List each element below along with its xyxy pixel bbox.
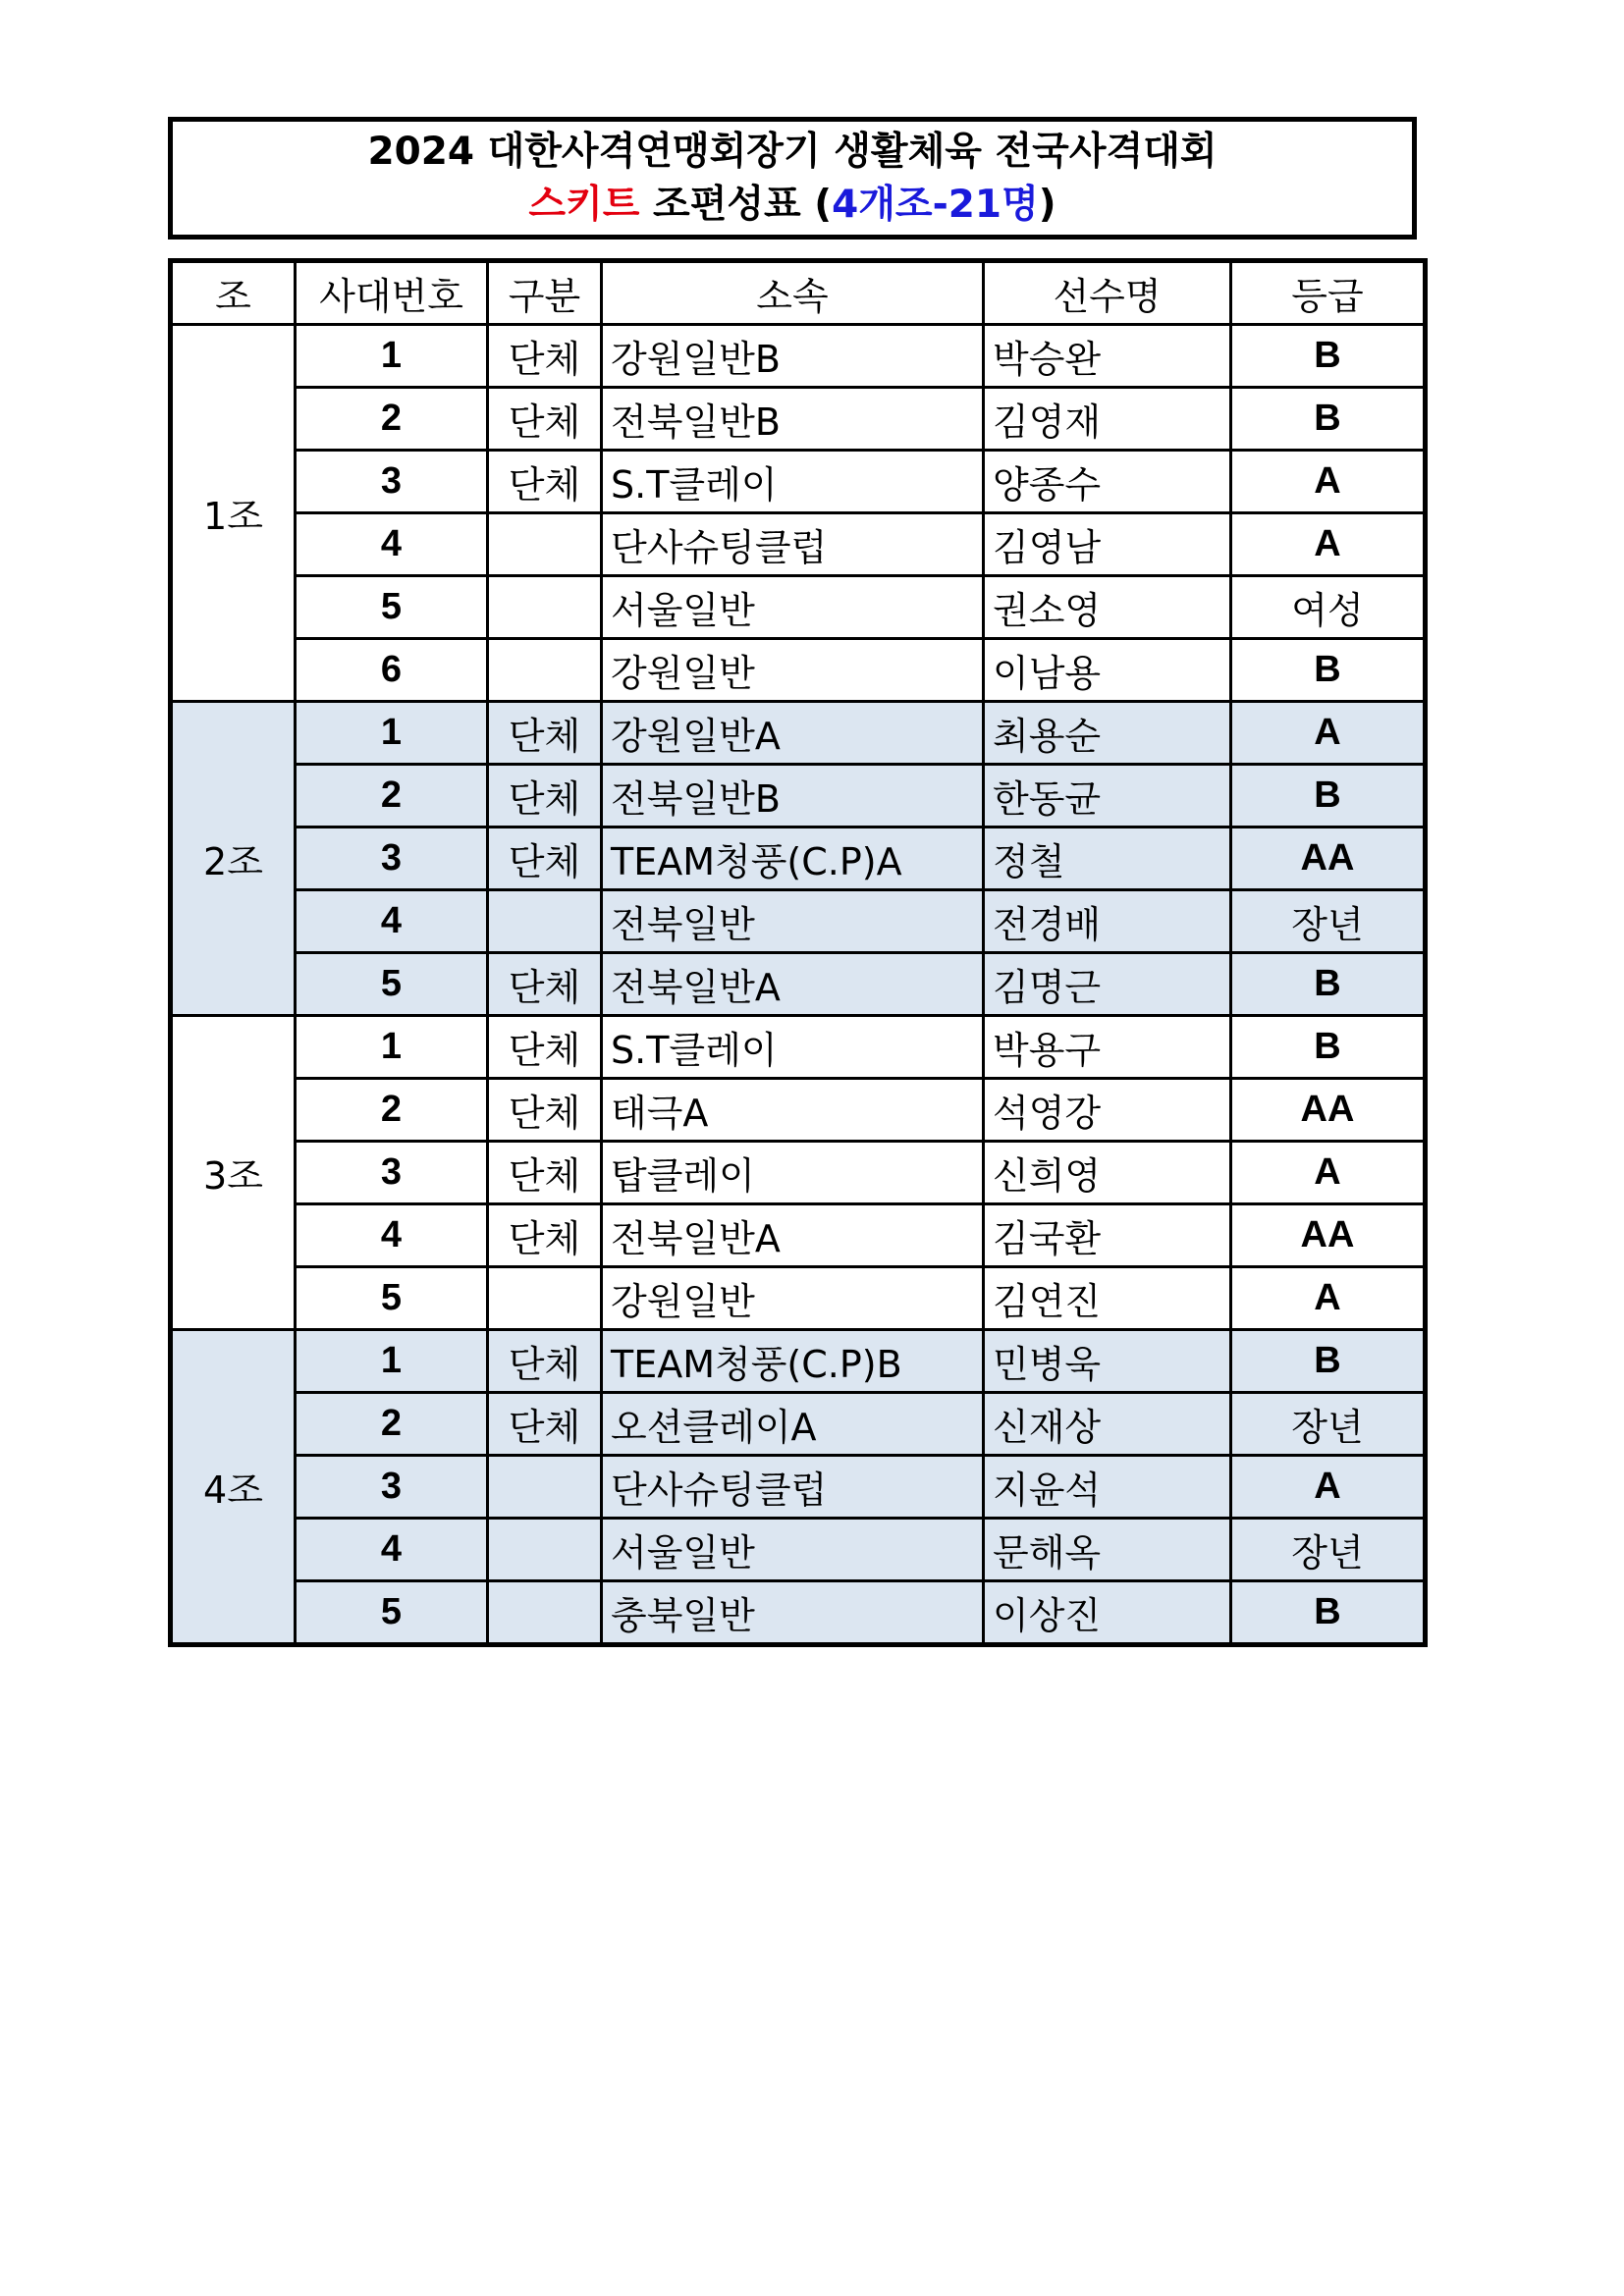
team-cell: 충북일반 bbox=[602, 1581, 984, 1645]
entry-type-cell bbox=[488, 1456, 602, 1519]
lane-number-cell: 1 bbox=[296, 325, 488, 388]
table-row bbox=[171, 1016, 1426, 1079]
player-name-cell: 김국환 bbox=[984, 1204, 1231, 1267]
player-name-cell: 민병욱 bbox=[984, 1330, 1231, 1393]
grade-cell: A bbox=[1231, 1142, 1426, 1204]
grade-cell: A bbox=[1231, 1267, 1426, 1330]
team-cell: 강원일반 bbox=[602, 639, 984, 702]
grade-cell: A bbox=[1231, 1456, 1426, 1519]
lane-number-cell: 1 bbox=[296, 702, 488, 765]
header-type: 구분 bbox=[488, 261, 602, 325]
entry-type-cell: 단체 bbox=[488, 451, 602, 513]
player-name-cell: 신재상 bbox=[984, 1393, 1231, 1456]
entry-type-cell bbox=[488, 576, 602, 639]
team-cell: 전북일반A bbox=[602, 1204, 984, 1267]
entry-type-cell: 단체 bbox=[488, 765, 602, 828]
lane-number-cell: 4 bbox=[296, 890, 488, 953]
team-cell: 전북일반 bbox=[602, 890, 984, 953]
group-summary: 4개조-21명 bbox=[832, 183, 1039, 227]
team-cell: 오션클레이A bbox=[602, 1393, 984, 1456]
entry-type-cell: 단체 bbox=[488, 388, 602, 451]
team-cell: 탑클레이 bbox=[602, 1142, 984, 1204]
header-group: 조 bbox=[171, 261, 296, 325]
team-cell: 강원일반B bbox=[602, 325, 984, 388]
player-name-cell: 박승완 bbox=[984, 325, 1231, 388]
table-row bbox=[171, 388, 1426, 451]
grade-cell: B bbox=[1231, 953, 1426, 1016]
lane-number-cell: 2 bbox=[296, 388, 488, 451]
title-line-1: 2024 대한사격연맹회장기 생활체육 전국사격대회 bbox=[367, 130, 1218, 174]
table-row bbox=[171, 1079, 1426, 1142]
grade-cell: AA bbox=[1231, 1079, 1426, 1142]
table-row bbox=[171, 828, 1426, 890]
entry-type-cell: 단체 bbox=[488, 1016, 602, 1079]
entry-type-cell: 단체 bbox=[488, 1330, 602, 1393]
table-row bbox=[171, 325, 1426, 388]
table-row bbox=[171, 1581, 1426, 1645]
lane-number-cell: 5 bbox=[296, 1267, 488, 1330]
player-name-cell: 김영남 bbox=[984, 513, 1231, 576]
table-row bbox=[171, 1204, 1426, 1267]
grade-cell: B bbox=[1231, 765, 1426, 828]
entry-type-cell bbox=[488, 639, 602, 702]
player-name-cell: 신희영 bbox=[984, 1142, 1231, 1204]
lane-number-cell: 4 bbox=[296, 1519, 488, 1581]
entry-type-cell bbox=[488, 1267, 602, 1330]
player-name-cell: 전경배 bbox=[984, 890, 1231, 953]
entry-type-cell: 단체 bbox=[488, 1204, 602, 1267]
table-row bbox=[171, 1267, 1426, 1330]
lane-number-cell: 2 bbox=[296, 1393, 488, 1456]
lane-number-cell: 1 bbox=[296, 1016, 488, 1079]
lane-number-cell: 3 bbox=[296, 1456, 488, 1519]
entry-type-cell bbox=[488, 890, 602, 953]
entry-type-cell: 단체 bbox=[488, 1393, 602, 1456]
lane-number-cell: 1 bbox=[296, 1330, 488, 1393]
player-name-cell: 김연진 bbox=[984, 1267, 1231, 1330]
team-cell: TEAM청풍(C.P)A bbox=[602, 828, 984, 890]
player-name-cell: 최용순 bbox=[984, 702, 1231, 765]
header-lane: 사대번호 bbox=[296, 261, 488, 325]
lane-number-cell: 5 bbox=[296, 1581, 488, 1645]
entry-type-cell bbox=[488, 513, 602, 576]
table-row bbox=[171, 1519, 1426, 1581]
team-cell: 서울일반 bbox=[602, 576, 984, 639]
table-row bbox=[171, 513, 1426, 576]
player-name-cell: 정철 bbox=[984, 828, 1231, 890]
lane-number-cell: 6 bbox=[296, 639, 488, 702]
player-name-cell: 양종수 bbox=[984, 451, 1231, 513]
grade-cell: B bbox=[1231, 1016, 1426, 1079]
entry-type-cell: 단체 bbox=[488, 702, 602, 765]
lane-number-cell: 5 bbox=[296, 953, 488, 1016]
lane-number-cell: 4 bbox=[296, 1204, 488, 1267]
team-cell: S.T클레이 bbox=[602, 1016, 984, 1079]
table-row bbox=[171, 1142, 1426, 1204]
table-row bbox=[171, 1456, 1426, 1519]
lane-number-cell: 5 bbox=[296, 576, 488, 639]
lane-number-cell: 2 bbox=[296, 765, 488, 828]
player-name-cell: 한동균 bbox=[984, 765, 1231, 828]
title-middle: 조편성표 ( bbox=[639, 183, 833, 227]
roster-table bbox=[168, 258, 1428, 1647]
header-grade: 등급 bbox=[1231, 261, 1426, 325]
table-row bbox=[171, 451, 1426, 513]
group-name-cell: 4조 bbox=[171, 1330, 296, 1645]
table-row bbox=[171, 639, 1426, 702]
grade-cell: 여성 bbox=[1231, 576, 1426, 639]
player-name-cell: 이상진 bbox=[984, 1581, 1231, 1645]
lane-number-cell: 4 bbox=[296, 513, 488, 576]
entry-type-cell: 단체 bbox=[488, 325, 602, 388]
entry-type-cell bbox=[488, 1581, 602, 1645]
grade-cell: A bbox=[1231, 451, 1426, 513]
group-name-cell: 3조 bbox=[171, 1016, 296, 1330]
header-team: 소속 bbox=[602, 261, 984, 325]
team-cell: 단사슈팅클럽 bbox=[602, 513, 984, 576]
player-name-cell: 김영재 bbox=[984, 388, 1231, 451]
grade-cell: A bbox=[1231, 702, 1426, 765]
document-title-box bbox=[168, 117, 1417, 240]
grade-cell: B bbox=[1231, 639, 1426, 702]
lane-number-cell: 3 bbox=[296, 1142, 488, 1204]
grade-cell: A bbox=[1231, 513, 1426, 576]
table-row bbox=[171, 576, 1426, 639]
team-cell: 태극A bbox=[602, 1079, 984, 1142]
entry-type-cell: 단체 bbox=[488, 1079, 602, 1142]
grade-cell: B bbox=[1231, 1581, 1426, 1645]
group-name-cell: 2조 bbox=[171, 702, 296, 1016]
player-name-cell: 박용구 bbox=[984, 1016, 1231, 1079]
table-row bbox=[171, 1330, 1426, 1393]
grade-cell: AA bbox=[1231, 1204, 1426, 1267]
grade-cell: B bbox=[1231, 388, 1426, 451]
player-name-cell: 김명근 bbox=[984, 953, 1231, 1016]
entry-type-cell bbox=[488, 1519, 602, 1581]
entry-type-cell: 단체 bbox=[488, 828, 602, 890]
player-name-cell: 석영강 bbox=[984, 1079, 1231, 1142]
entry-type-cell: 단체 bbox=[488, 1142, 602, 1204]
lane-number-cell: 3 bbox=[296, 451, 488, 513]
grade-cell: AA bbox=[1231, 828, 1426, 890]
roster-body bbox=[171, 325, 1426, 1645]
grade-cell: 장년 bbox=[1231, 1393, 1426, 1456]
entry-type-cell: 단체 bbox=[488, 953, 602, 1016]
table-row bbox=[171, 890, 1426, 953]
table-row bbox=[171, 765, 1426, 828]
player-name-cell: 이남용 bbox=[984, 639, 1231, 702]
player-name-cell: 지윤석 bbox=[984, 1456, 1231, 1519]
player-name-cell: 권소영 bbox=[984, 576, 1231, 639]
header-player: 선수명 bbox=[984, 261, 1231, 325]
header-row bbox=[171, 261, 1426, 325]
team-cell: 단사슈팅클럽 bbox=[602, 1456, 984, 1519]
lane-number-cell: 3 bbox=[296, 828, 488, 890]
table-row bbox=[171, 1393, 1426, 1456]
team-cell: S.T클레이 bbox=[602, 451, 984, 513]
title-close: ) bbox=[1038, 183, 1056, 227]
team-cell: 강원일반A bbox=[602, 702, 984, 765]
team-cell: 서울일반 bbox=[602, 1519, 984, 1581]
grade-cell: 장년 bbox=[1231, 1519, 1426, 1581]
table-row bbox=[171, 702, 1426, 765]
team-cell: 전북일반B bbox=[602, 765, 984, 828]
team-cell: 전북일반B bbox=[602, 388, 984, 451]
team-cell: TEAM청풍(C.P)B bbox=[602, 1330, 984, 1393]
title-line-2 bbox=[173, 179, 1412, 232]
group-name-cell: 1조 bbox=[171, 325, 296, 702]
grade-cell: B bbox=[1231, 325, 1426, 388]
grade-cell: B bbox=[1231, 1330, 1426, 1393]
table-row bbox=[171, 953, 1426, 1016]
event-name: 스키트 bbox=[528, 183, 640, 227]
player-name-cell: 문해옥 bbox=[984, 1519, 1231, 1581]
team-cell: 전북일반A bbox=[602, 953, 984, 1016]
lane-number-cell: 2 bbox=[296, 1079, 488, 1142]
grade-cell: 장년 bbox=[1231, 890, 1426, 953]
team-cell: 강원일반 bbox=[602, 1267, 984, 1330]
